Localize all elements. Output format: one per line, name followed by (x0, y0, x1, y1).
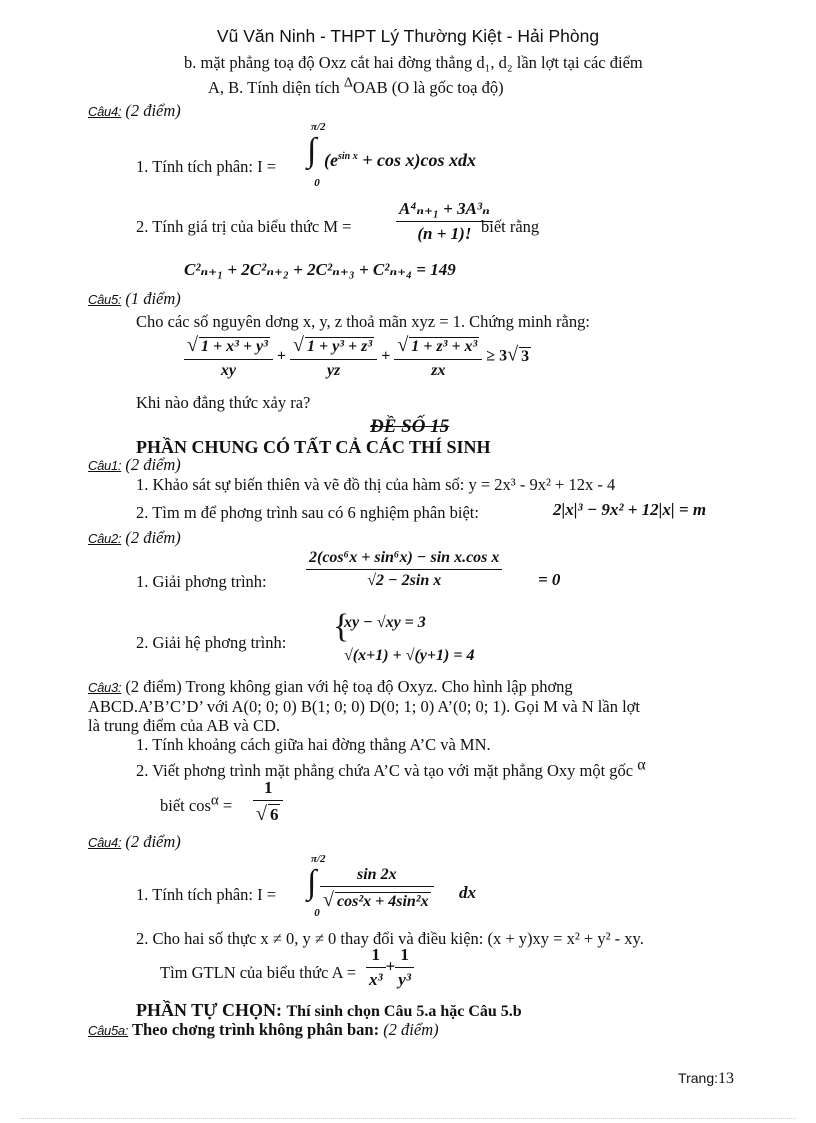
c4-q1-fraction: $\frac{\sin 2x}{\text{√ cos²x + 4sin²x}}$ (320, 866, 434, 912)
page-bottom-divider (20, 1118, 796, 1119)
prev-cau4-heading (88, 101, 181, 121)
cau3-heading (88, 677, 573, 697)
prev-b-text: A, B. Tính diện tích (208, 78, 344, 97)
prev-b-end: OAB (O là gốc toạ độ) (352, 78, 504, 97)
integral-sign: ∫ (307, 132, 317, 169)
triangle-icon: Δ (343, 75, 353, 91)
cau-label: Câu4: (88, 104, 122, 119)
cau3-text3: là trung điểm của AB và CD. (88, 716, 281, 735)
c3-fraction: $\frac{1}{√ 6}$ (253, 778, 283, 826)
prev-c4-q2-end: biết rằng (481, 217, 540, 236)
c3-q1: 1. Tính khoảng cách giữa hai đờng thẳng A’C và MN. (136, 735, 491, 754)
c1-q2: 2. Tìm m để phơng trình sau có 6 nghiệm phân biệt: (136, 503, 479, 522)
prev-c4-q1-expr: $(e^{sin x} + \cos x)\cos$ xdx (324, 150, 476, 170)
integral-upper: π/2 (311, 853, 326, 865)
prev-c5-inequality: $\frac{\text{√ 1 + x³ + y³}}{xy}$ + $\frac{\text{√ 1 + y³ + z³}}{yz}$ + $\frac{\text{√ 1 + z³ + x³}}{zx}$ ≥ 3√ 3 (184, 334, 531, 380)
integral-upper: π/2 (311, 121, 326, 133)
prev-c4-q1: 1. Tính tích phân: I = (136, 157, 277, 176)
cau-points: (2 điểm) (121, 455, 181, 474)
prev-c4-q2-fraction: $\frac{\text{A⁴ₙ₊₁ + 3A³ₙ}}{(n + 1)!}$ (396, 199, 493, 244)
cau5a-heading: Câu5a: Theo chơng trình không phân ban: (2 điểm) (88, 1020, 439, 1039)
exam-title: ĐỀ SỐ 15 (370, 416, 450, 437)
alpha-symbol: α (637, 756, 646, 774)
cau-label: Câu2: (88, 531, 122, 546)
cau4-heading (88, 832, 181, 852)
c2-q1-rhs: = 0 (538, 570, 561, 589)
system-brace: { (333, 608, 350, 645)
cau3-text1: (2 điểm) Trong không gian với hệ toạ độ Oxyz. Cho hình lập phơng (121, 677, 573, 696)
c2-q2-eq2: √(x+1) + √(y+1) = 4 (344, 647, 475, 664)
c4-q1-dx: dx (459, 883, 476, 902)
c1-q2-equation: 2|x|³ − 9x² + 12|x| = m (553, 500, 707, 519)
cau1-heading (88, 455, 181, 475)
cau-label: Câu3: (88, 680, 122, 695)
cau-label: Câu4: (88, 835, 122, 850)
cau-label: Câu1: (88, 458, 122, 473)
c4-q1: 1. Tính tích phân: I = (136, 885, 277, 904)
cau-points: (2 điểm) (121, 528, 181, 547)
c3-q2b: biết $\cos^\alpha$ = (160, 792, 233, 815)
c2-q1-fraction: $\frac{\text{2(cos⁶x + sin⁶x) − sin x.cos x}}{\text{√2 − 2sin x}}$ (306, 549, 502, 590)
c1-q1: 1. Khảo sát sự biến thiên và vẽ đồ thị của hàm số: y = 2x³ - 9x² + 12x - 4 (136, 475, 616, 494)
c2-q2-eq1: xy − √xy = 3 (344, 614, 426, 631)
cau-points: (2 điểm) (121, 101, 181, 120)
c3-q2: 2. Viết phơng trình mặt phẳng chứa A’C và tạo với mặt phẳng Oxy một gốc $^\alpha$ (136, 756, 646, 780)
c2-q2: 2. Giải hệ phơng trình: (136, 633, 287, 652)
prev-c5-text: Cho các số nguyên dơng x, y, z thoả mãn xyz = 1. Chứng minh rằng: (136, 312, 590, 331)
prev-c4-q2: 2. Tính giá trị của biểu thức M = (136, 217, 352, 236)
page-number: Trang:13 (678, 1070, 734, 1087)
integral-lower: 0 (314, 907, 320, 919)
integral-sign: ∫ (307, 864, 317, 901)
section-common: PHẦN CHUNG CÓ TẤT CẢ CÁC THÍ SINH (136, 437, 491, 457)
integral-lower: 0 (314, 177, 320, 189)
cau-points: (1 điểm) (121, 289, 181, 308)
c4-q2b-expression: $\frac{1}{\text{x³}}$ + $\frac{1}{\text{y³}}$ (366, 945, 414, 990)
c2-q1: 1. Giải phơng trình: (136, 572, 267, 591)
prev-cau5-heading (88, 289, 181, 309)
cau-points: (2 điểm) (121, 832, 181, 851)
section-optional: PHẦN TỰ CHỌN: Thí sinh chọn Câu 5.a hặc Câu 5.b (136, 1000, 522, 1020)
cau3-text2: ABCD.A’B’C’D’ với A(0; 0; 0) B(1; 0; 0) D(0; 1; 0) A’(0; 0; 1). Gọi M và N lần lợt (88, 697, 640, 716)
prev-b-line2 (208, 75, 504, 97)
prev-b-line1: b. mặt phẳng toạ độ Oxz cắt hai đờng thẳng d₁, d₂ lần lợt tại các điểm (184, 53, 643, 72)
cau2-heading (88, 528, 181, 548)
cau-label: Câu5a: (88, 1023, 129, 1038)
c4-q2: 2. Cho hai số thực x ≠ 0, y ≠ 0 thay đổi và điều kiện: (x + y)xy = x² + y² - xy. (136, 929, 644, 948)
cau-label: Câu5: (88, 292, 122, 307)
page-header: Vũ Văn Ninh - THPT Lý Thường Kiệt - Hải Phòng (216, 26, 600, 46)
prev-c4-condition: C²ₙ₊₁ + 2C²ₙ₊₂ + 2C²ₙ₊₃ + C²ₙ₊₄ = 149 (184, 260, 456, 279)
c4-q2b: Tìm GTLN của biểu thức A = (160, 963, 357, 982)
prev-c5-end: Khi nào đẳng thức xảy ra? (136, 393, 311, 412)
